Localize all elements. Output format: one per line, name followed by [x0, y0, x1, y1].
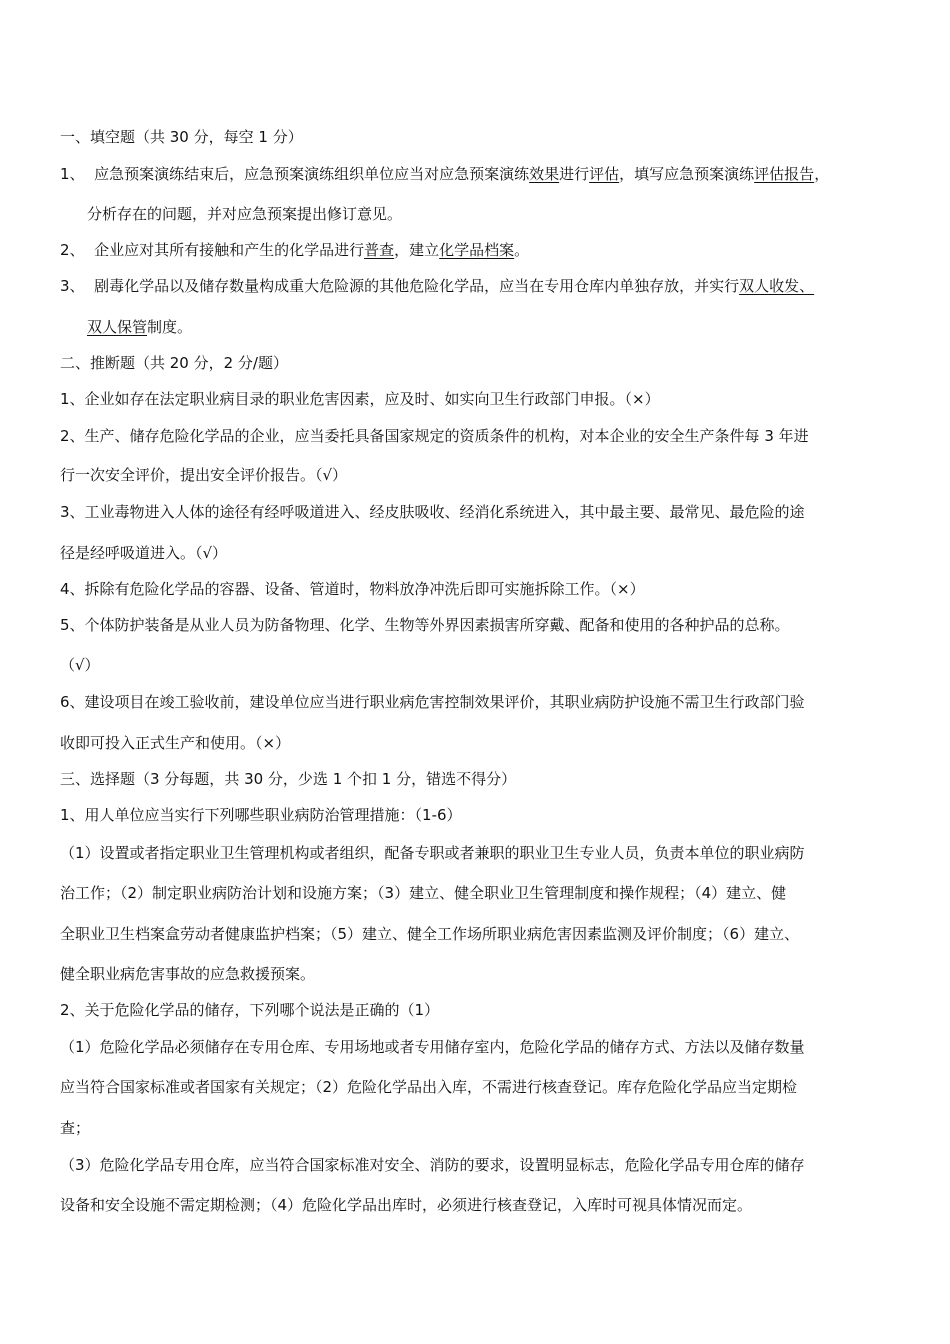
choice-question-1-options: 健全职业病危害事故的应急救援预案。	[60, 965, 316, 983]
judge-question-6-continuation: 收即可投入正式生产和使用。（×）	[60, 734, 291, 752]
judge-question-5-continuation: （√）	[60, 656, 100, 674]
judge-question-5: 5、个体防护装备是从业人员为防备物理、化学、生物等外界因素损害所穿戴、配备和使用的各种护品的总称。	[60, 616, 790, 634]
answer-blank: 评估报告	[754, 165, 815, 183]
fill-question-3	[60, 276, 814, 296]
question-text: ，填写应急预案演练	[619, 165, 755, 183]
fill-question-1	[60, 164, 829, 184]
answer-blank: 效果	[529, 165, 560, 183]
answer-blank: 双人收发、	[739, 277, 815, 295]
question-text: ，	[814, 165, 830, 183]
answer-blank: 双人保管	[87, 318, 148, 336]
question-text: 。	[514, 241, 530, 259]
choice-question-2-options: 设备和安全设施不需定期检测；（4）危险化学品出库时，必须进行核查登记，入库时可视具体情况而定。	[60, 1196, 753, 1214]
judge-question-6: 6、建设项目在竣工验收前，建设单位应当进行职业病危害控制效果评价，其职业病防护设施不需卫生行政部门验	[60, 693, 805, 711]
section1-title: 一、填空题（共 30 分，每空 1 分）	[60, 128, 303, 146]
question-text: 剧毒化学品以及储存数量构成重大危险源的其他危险化学品，应当在专用仓库内单独存放，并实行	[94, 277, 740, 295]
answer-blank: 普查	[364, 241, 395, 259]
choice-question-1-options: 全职业卫生档案盒劳动者健康监护档案；（5）建立、健全工作场所职业病危害因素监测及评价制度；（6）建立、	[60, 925, 800, 943]
question-text: ，建立	[394, 241, 440, 259]
question-number: 3、	[60, 277, 85, 295]
answer-blank: 评估	[589, 165, 620, 183]
judge-question-3-continuation: 径是经呼吸道进入。（√）	[60, 544, 228, 562]
choice-question-2-options: 应当符合国家标准或者国家有关规定；（2）危险化学品出入库，不需进行核查登记。库存危险化学品应当定期检	[60, 1078, 798, 1096]
section2-title: 二、推断题（共 20 分，2 分/题）	[60, 354, 288, 372]
fill-question-2	[60, 240, 529, 260]
question-number: 2、	[60, 241, 85, 259]
judge-question-2-continuation: 行一次安全评价，提出安全评价报告。（√）	[60, 466, 348, 484]
question-text: 制度。	[147, 318, 193, 336]
question-number: 1、	[60, 165, 85, 183]
choice-question-2-stem: 2、关于危险化学品的储存，下列哪个说法是正确的（1）	[60, 1001, 440, 1019]
section3-title: 三、选择题（3 分每题，共 30 分，少选 1 个扣 1 分，错选不得分）	[60, 770, 517, 788]
judge-question-1: 1、企业如存在法定职业病目录的职业危害因素，应及时、如实向卫生行政部门申报。（×）	[60, 390, 660, 408]
judge-question-4: 4、拆除有危险化学品的容器、设备、管道时，物料放净冲洗后即可实施拆除工作。（×）	[60, 580, 645, 598]
answer-blank: 化学品档案	[439, 241, 515, 259]
fill-question-3-continuation	[87, 317, 192, 337]
judge-question-3: 3、工业毒物进入人体的途径有经呼吸道进入、经皮肤吸收、经消化系统进入，其中最主要、最常见、最危险的途	[60, 503, 805, 521]
question-text: 应急预案演练结束后，应急预案演练组织单位应当对应急预案演练	[94, 165, 530, 183]
choice-question-2-options: 查；	[60, 1119, 91, 1137]
fill-question-1-continuation: 分析存在的问题，并对应急预案提出修订意见。	[87, 205, 403, 223]
choice-question-1-options: 治工作；（2）制定职业病防治计划和设施方案；（3）建立、健全职业卫生管理制度和操作规程；（4）建立、健	[60, 884, 787, 902]
question-text: 进行	[559, 165, 590, 183]
judge-question-2: 2、生产、储存危险化学品的企业，应当委托具备国家规定的资质条件的机构，对本企业的安全生产条件每 3 年进	[60, 427, 809, 445]
question-text: 企业应对其所有接触和产生的化学品进行	[94, 241, 365, 259]
choice-question-2-options: （1）危险化学品必须储存在专用仓库、专用场地或者专用储存室内，危险化学品的储存方式、方法以及储存数量	[60, 1038, 805, 1056]
choice-question-1-stem: 1、用人单位应当实行下列哪些职业病防治管理措施：（1-6）	[60, 806, 462, 824]
choice-question-2-options: （3）危险化学品专用仓库，应当符合国家标准对安全、消防的要求，设置明显标志，危险化学品专用仓库的储存	[60, 1156, 805, 1174]
choice-question-1-options: （1）设置或者指定职业卫生管理机构或者组织，配备专职或者兼职的职业卫生专业人员，负责本单位的职业病防	[60, 844, 805, 862]
